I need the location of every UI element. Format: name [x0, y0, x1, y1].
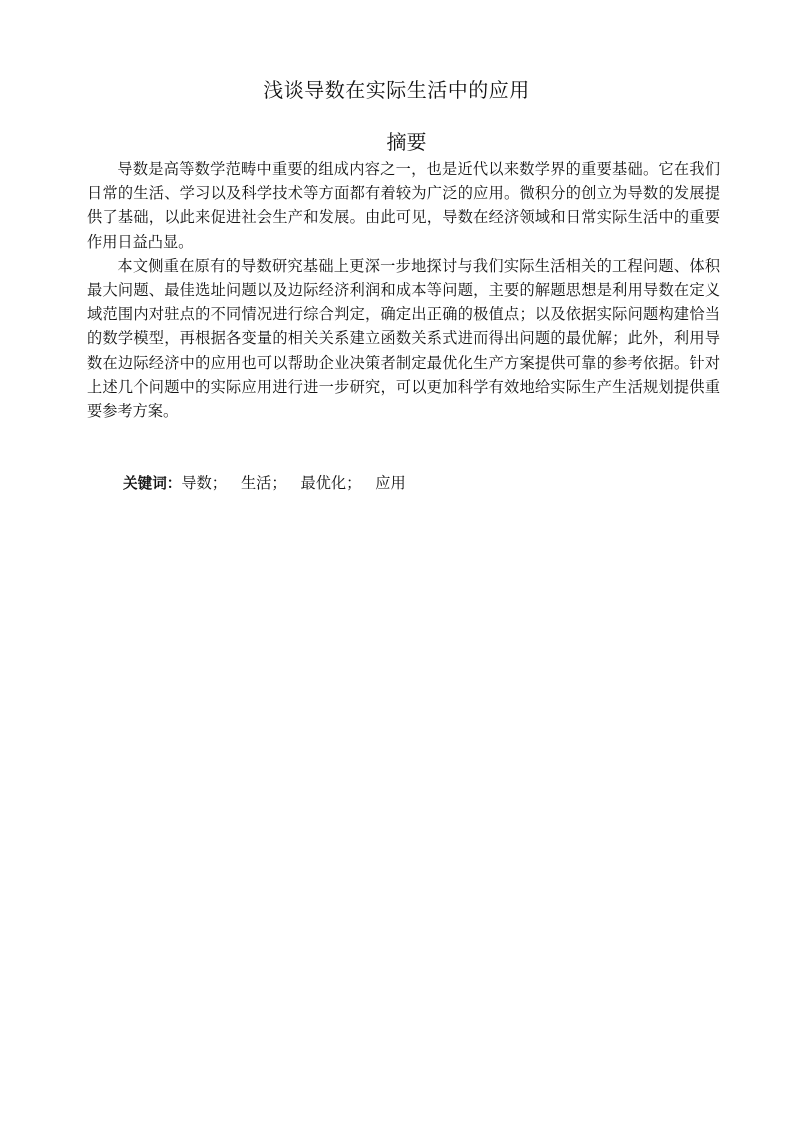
keyword-item: 导数； — [181, 474, 227, 492]
abstract-paragraph-2: 本文侧重在原有的导数研究基础上更深一步地探讨与我们实际生活相关的工程问题、体积最大问题、最佳选址问题以及边际经济利润和成本等问题，主要的解题思想是利用导数在定义域范围内对驻点的不同情况进行综合判定，确定出正确的极值点；以及依据实际问题构建恰当的数学模型，再根据各变量的相关关系建立函数关系式进而得出问题的最优解；此外，利用导数在边际经济中的应用也可以帮助企业决策者制定最优化生产方案提供可靠的参考依据。针对上述几个问题中的实际应用进行进一步研究，可以更加科学有效地给实际生产生活规划提供重要参考方案。 — [87, 256, 720, 421]
keyword-item: 应用 — [375, 474, 406, 492]
keyword-item: 最优化； — [300, 474, 362, 492]
keywords-label: 关键词： — [123, 475, 182, 492]
keyword-item: 生活； — [240, 474, 287, 492]
keywords-line — [123, 472, 683, 495]
paper-title: 浅谈导数在实际生活中的应用 — [263, 78, 530, 102]
abstract-paragraph-1: 导数是高等数学范畴中重要的组成内容之一，也是近代以来数学界的重要基础。它在我们日常的生活、学习以及科学技术等方面都有着较为广泛的应用。微积分的创立为导数的发展提供了基础，以此来促进社会生产和发展。由此可见，导数在经济领域和日常实际生活中的重要作用日益凸显。 — [87, 160, 720, 251]
abstract-body — [87, 157, 720, 423]
abstract-heading: 摘要 — [386, 130, 427, 154]
